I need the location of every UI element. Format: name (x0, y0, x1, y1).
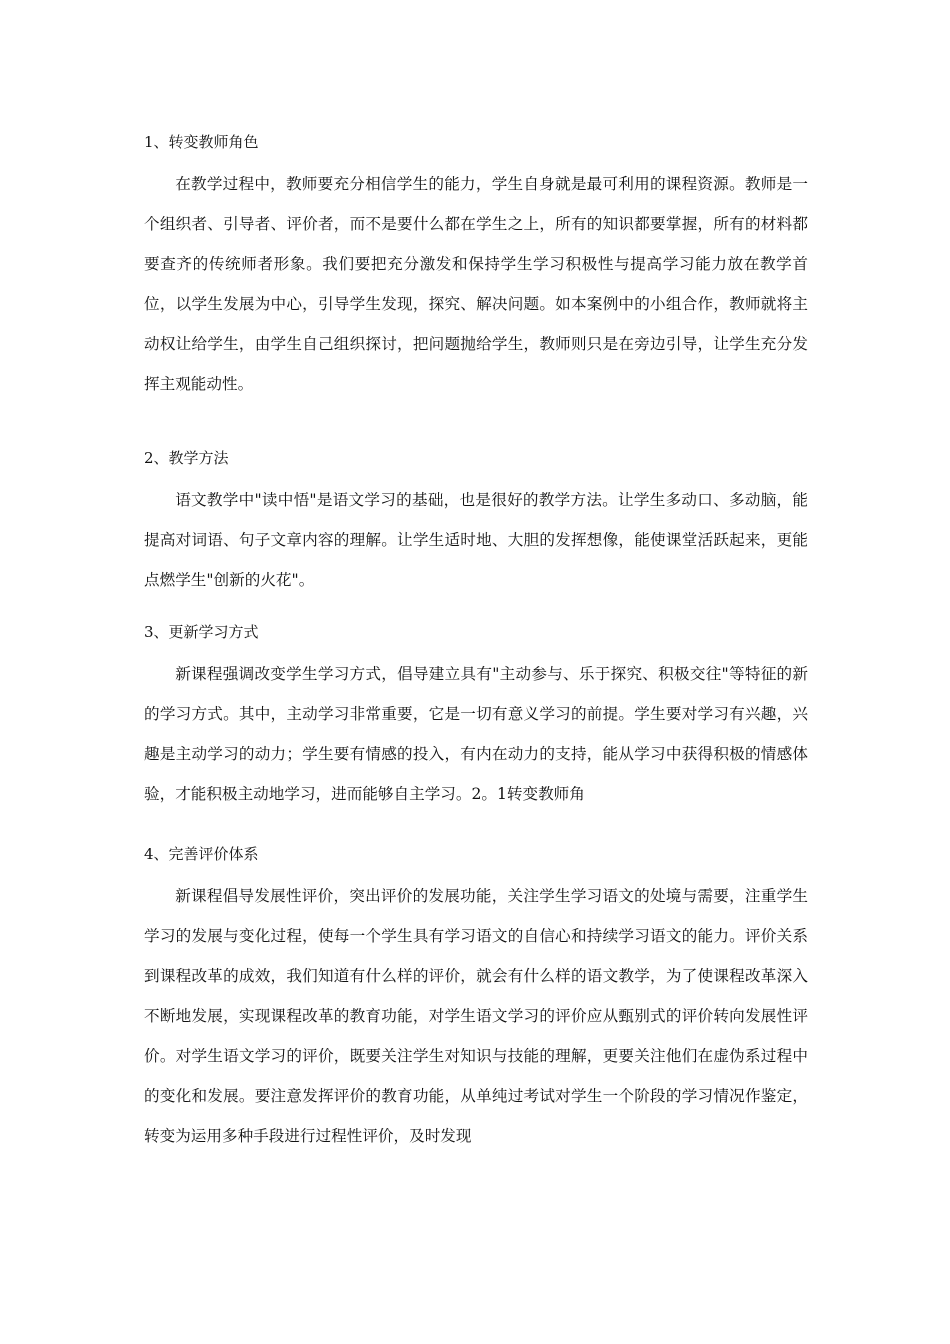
section-2 (144, 448, 808, 606)
section-paragraph: 在教学过程中，教师要充分相信学生的能力，学生自身就是最可利用的课程资源。教师是一个组织者、引导者、评价者，而不是要什么都在学生之上，所有的知识都要掌握，所有的材料都要查齐的传统师者形象。我们要把充分激发和保持学生学习积极性与提高学习能力放在教学首位，以学生发展为中心，引导学生发现，探究、解决问题。如本案例中的小组合作，教师就将主动权让给学生，由学生自己组织探讨，把问题抛给学生，教师则只是在旁边引导，让学生充分发挥主观能动性。 (144, 175, 808, 393)
section-heading: 4、完善评价体系 (144, 845, 259, 863)
section-paragraph: 语文教学中"读中悟"是语文学习的基础，也是很好的教学方法。让学生多动口、多动脑，能提高对词语、句子文章内容的理解。让学生适时地、大胆的发挥想像，能使课堂活跃起来，更能点燃学生"创新的火花"。 (144, 491, 808, 589)
section-paragraph: 新课程倡导发展性评价，突出评价的发展功能，关注学生学习语文的处境与需要，注重学生学习的发展与变化过程，使每一个学生具有学习语文的自信心和持续学习语文的能力。评价关系到课程改革的成效，我们知道有什么样的评价，就会有什么样的语文教学，为了使课程改革深入不断地发展，实现课程改革的教育功能，对学生语文学习的评价应从甄别式的评价转向发展性评价。对学生语文学习的评价，既要关注学生对知识与技能的理解，更要关注他们在虚伪系过程中的变化和发展。要注意发挥评价的教育功能，从单纯过考试对学生一个阶段的学习情况作鉴定，转变为运用多种手段进行过程性评价，及时发现 (144, 887, 808, 1145)
section-3 (144, 622, 808, 820)
section-heading: 1、转变教师角色 (144, 133, 259, 151)
section-1 (144, 132, 808, 410)
section-heading: 2、教学方法 (144, 449, 229, 467)
section-4 (144, 844, 808, 1162)
section-paragraph: 新课程强调改变学生学习方式，倡导建立具有"主动参与、乐于探究、积极交往"等特征的新的学习方式。其中，主动学习非常重要，它是一切有意义学习的前提。学生要对学习有兴趣，兴趣是主动学习的动力；学生要有情感的投入，有内在动力的支持，能从学习中获得积极的情感体验，才能积极主动地学习，进而能够自主学习。2。1转变教师角 (144, 665, 808, 803)
section-heading: 3、更新学习方式 (144, 623, 259, 641)
